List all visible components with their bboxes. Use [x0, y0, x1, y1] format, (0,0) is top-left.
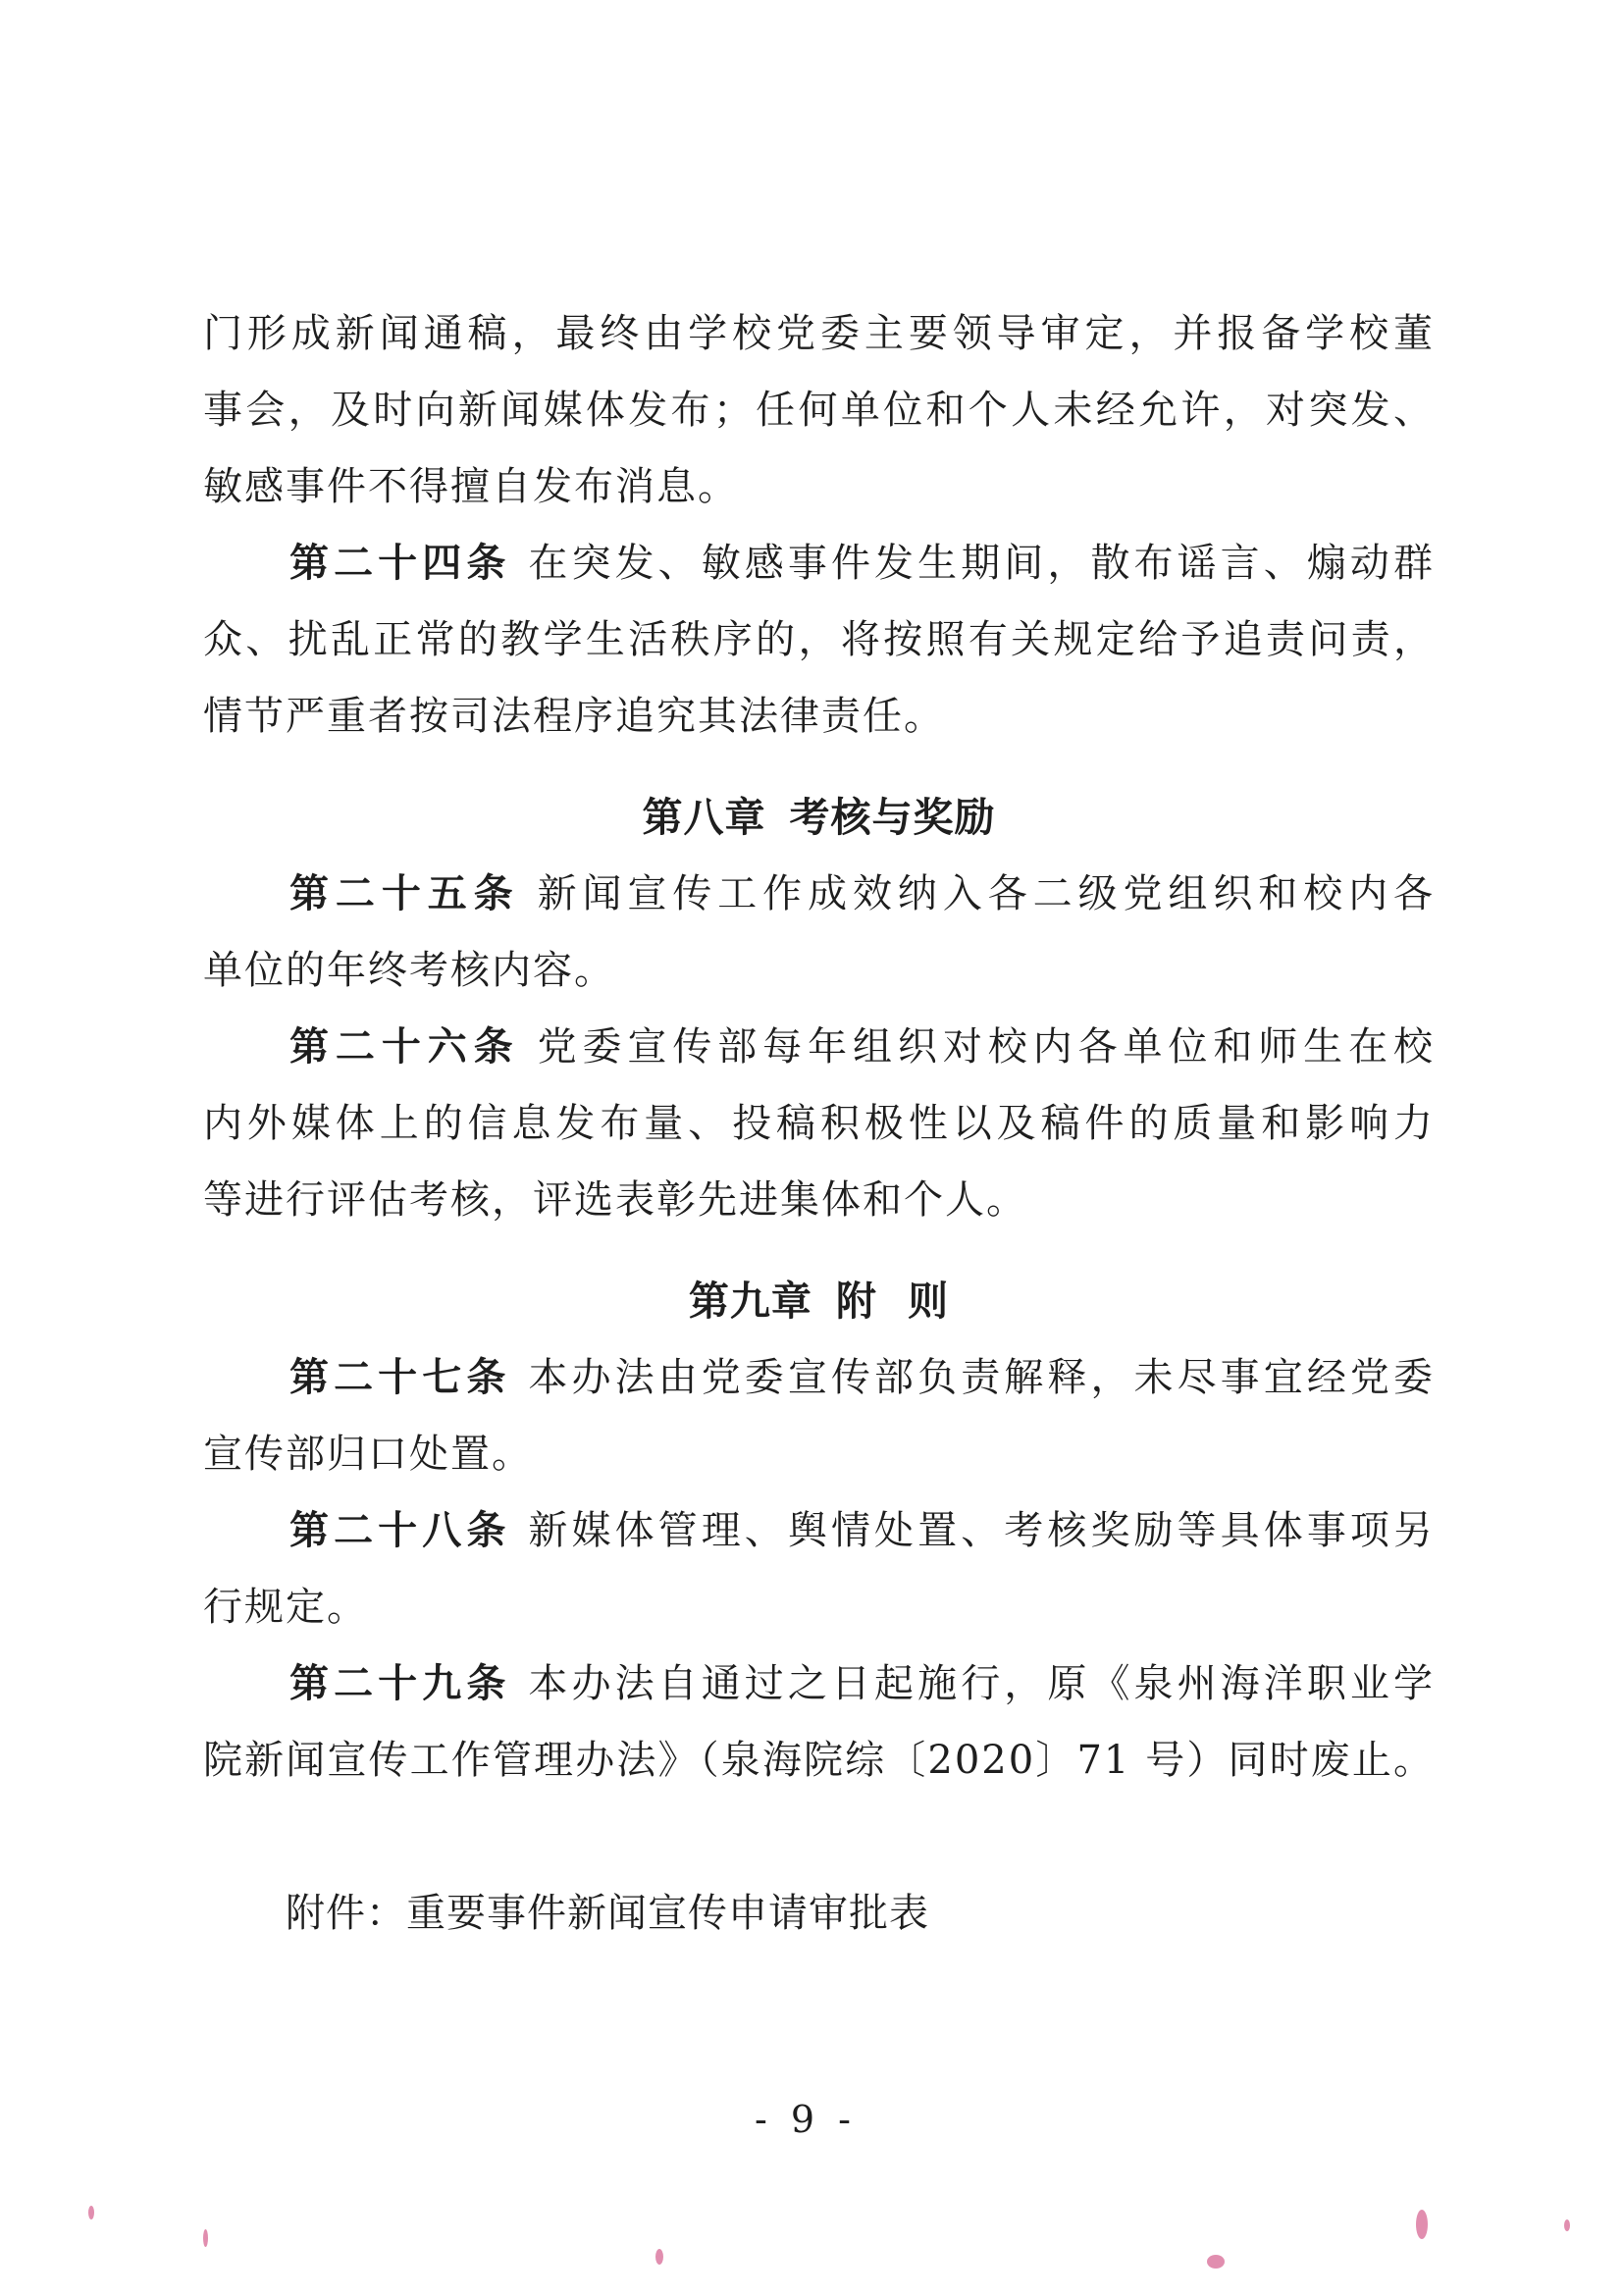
article-25 — [203, 856, 1435, 1009]
text-line: 情节严重者按司法程序追究其法律责任。 — [203, 694, 945, 739]
article-text: 本办法自通过之日起施行，原《泉州海洋职业学 — [528, 1661, 1436, 1706]
article-27 — [203, 1339, 1435, 1492]
text-line: 众、扰乱正常的教学生活秩序的，将按照有关规定给予追责问责， — [203, 617, 1435, 662]
article-text: 在突发、敏感事件发生期间，散布谣言、煽动群 — [528, 541, 1436, 586]
text-line — [203, 856, 1435, 932]
article-label: 第二十四条 — [289, 541, 511, 586]
text-line — [203, 1009, 1435, 1085]
article-text: 新闻宣传工作成效纳入各二级党组织和校内各 — [537, 871, 1436, 916]
scan-mark — [1564, 2219, 1570, 2231]
article-text: 本办法由党委宣传部负责解释，未尽事宜经党委 — [528, 1355, 1436, 1400]
text-line: 事会，及时向新闻媒体发布；任何单位和个人未经允许，对突发、 — [203, 388, 1435, 433]
scan-mark — [1416, 2210, 1428, 2239]
text-line — [203, 1645, 1435, 1722]
text-line: 院新闻宣传工作管理办法》（泉海院综〔2020〕71 号）同时废止。 — [203, 1738, 1435, 1783]
chapter-number: 第八章 — [642, 794, 766, 841]
text-line — [203, 1492, 1435, 1569]
chapter-heading — [203, 1263, 1435, 1339]
article-29 — [203, 1645, 1435, 1799]
text-line: 单位的年终考核内容。 — [203, 948, 615, 993]
text-line: 等进行评估考核，评选表彰先进集体和个人。 — [203, 1177, 1027, 1223]
article-label: 第二十八条 — [289, 1508, 511, 1553]
text-line: 宣传部归口处置。 — [203, 1432, 533, 1477]
attachment-note: 附件：重要事件新闻宣传申请审批表 — [286, 1891, 929, 1936]
article-28 — [203, 1492, 1435, 1645]
scan-mark — [88, 2206, 94, 2219]
chapter-title: 考核与奖励 — [789, 794, 996, 841]
text-line: 内外媒体上的信息发布量、投稿积极性以及稿件的质量和影响力 — [203, 1101, 1435, 1146]
article-text: 党委宣传部每年组织对校内各单位和师生在校 — [537, 1024, 1436, 1070]
scan-mark — [1207, 2255, 1225, 2269]
text-line: 行规定。 — [203, 1585, 368, 1630]
article-text: 新媒体管理、舆情处置、考核奖励等具体事项另 — [528, 1508, 1436, 1553]
text-line: 敏感事件不得擅自发布消息。 — [203, 464, 739, 509]
paragraph-continuation — [203, 295, 1435, 525]
scan-mark — [655, 2249, 663, 2265]
document-body — [203, 295, 1435, 1952]
article-26 — [203, 1009, 1435, 1238]
text-line — [203, 1339, 1435, 1416]
scan-mark — [203, 2229, 208, 2247]
chapter-heading — [203, 779, 1435, 856]
article-label: 第二十九条 — [289, 1661, 511, 1706]
text-line — [203, 525, 1435, 601]
text-line: 门形成新闻通稿，最终由学校党委主要领导审定，并报备学校董 — [203, 311, 1435, 356]
article-24 — [203, 525, 1435, 755]
article-label: 第二十七条 — [289, 1355, 511, 1400]
article-label: 第二十五条 — [289, 871, 520, 916]
article-label: 第二十六条 — [289, 1024, 520, 1070]
page-number: - 9 - — [754, 2098, 857, 2141]
chapter-number: 第九章 — [688, 1278, 812, 1325]
chapter-title: 附 则 — [835, 1278, 950, 1325]
